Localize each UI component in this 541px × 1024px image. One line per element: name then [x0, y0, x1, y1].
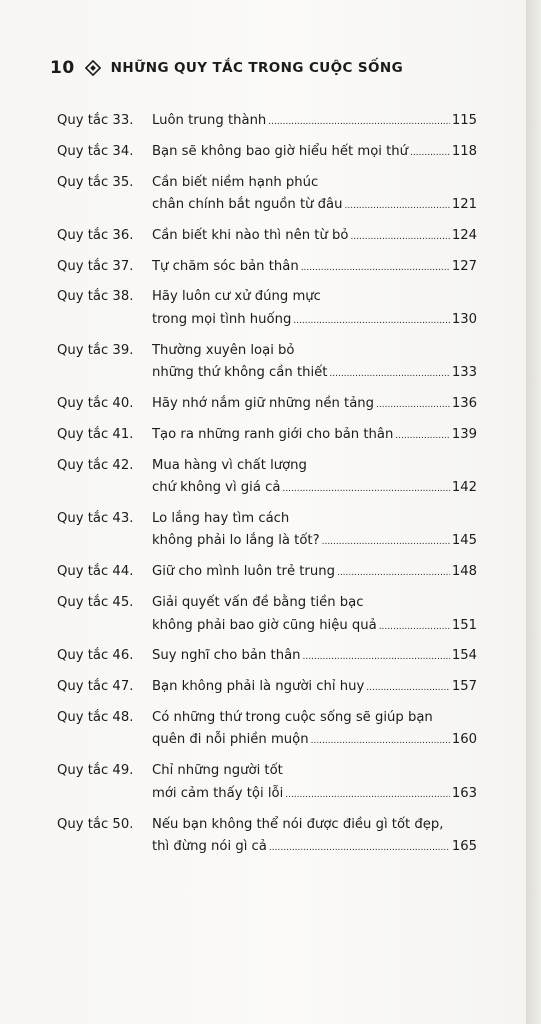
- rule-title: [152, 508, 477, 554]
- rule-title-text: Suy nghĩ cho bản thân: [152, 648, 301, 664]
- dot-leader: [303, 645, 450, 669]
- dot-leader: [410, 141, 450, 165]
- rule-title-line: [152, 729, 477, 753]
- rule-title-line: [152, 340, 477, 363]
- dot-leader: [344, 194, 449, 218]
- table-of-contents: [57, 110, 477, 867]
- toc-entry: [57, 561, 477, 585]
- rule-title: [152, 645, 477, 669]
- rule-number: Quy tắc 38.: [57, 289, 134, 305]
- dot-leader: [268, 110, 450, 134]
- dot-leader: [379, 615, 450, 639]
- rule-title-text: không phải lo lắng là tốt?: [152, 533, 320, 549]
- rule-title: [152, 256, 477, 280]
- toc-entry: [57, 393, 477, 417]
- toc-entry: [57, 286, 477, 332]
- rule-title-text: Bạn sẽ không bao giờ hiểu hết mọi thứ: [152, 143, 409, 159]
- page-reference: 157: [451, 679, 477, 695]
- toc-entry: [57, 340, 477, 386]
- page-reference: 142: [451, 480, 477, 496]
- rule-title: [152, 340, 477, 386]
- rule-number: Quy tắc 42.: [57, 457, 134, 473]
- toc-entry: [57, 110, 477, 134]
- rule-title: [152, 424, 477, 448]
- rule-title-line: [152, 477, 477, 501]
- rule-title: [152, 172, 477, 218]
- page-reference: 133: [451, 365, 477, 381]
- rule-title-text: trong mọi tình huống: [152, 311, 292, 327]
- rule-title-text: Chỉ những người tốt: [152, 763, 283, 779]
- rule-title-text: chứ không vì giá cả: [152, 480, 281, 496]
- toc-entry: [57, 676, 477, 700]
- rule-title-text: Cần biết niềm hạnh phúc: [152, 174, 319, 190]
- rule-title-line: [152, 707, 477, 730]
- rule-title-text: Luôn trung thành: [152, 113, 267, 128]
- rule-title-line: [152, 424, 477, 448]
- page-reference: 139: [451, 426, 477, 442]
- rule-number: Quy tắc 37.: [57, 258, 134, 274]
- rule-title-line: [152, 561, 477, 585]
- rule-title: [152, 286, 477, 332]
- toc-entry: [57, 508, 477, 554]
- rule-title: [152, 760, 477, 806]
- dot-leader: [366, 676, 450, 700]
- rule-number: Quy tắc 40.: [57, 396, 134, 412]
- page-reference: 130: [451, 311, 477, 327]
- rule-title: [152, 110, 477, 134]
- rule-title-text: Lo lắng hay tìm cách: [152, 510, 290, 526]
- toc-entry: [57, 760, 477, 806]
- dot-leader: [301, 256, 450, 280]
- toc-entry: [57, 424, 477, 448]
- rule-number: Quy tắc 39.: [57, 342, 134, 358]
- rule-title-text: mới cảm thấy tội lỗi: [152, 785, 284, 801]
- rule-title-text: không phải bao giờ cũng hiệu quả: [152, 617, 377, 633]
- rule-title-line: [152, 814, 477, 837]
- rule-title: [152, 676, 477, 700]
- rule-number: Quy tắc 45.: [57, 595, 134, 611]
- rule-title-line: [152, 110, 477, 134]
- page-header: [50, 58, 403, 78]
- page-reference: 121: [451, 197, 477, 213]
- rule-title-text: thì đừng nói gì cả: [152, 839, 267, 855]
- toc-entry: [57, 172, 477, 218]
- rule-number: Quy tắc 47.: [57, 679, 134, 695]
- rule-title-line: [152, 362, 477, 386]
- running-title: NHỮNG QUY TẮC TRONG CUỘC SỐNG: [110, 60, 404, 76]
- rule-number: Quy tắc 50.: [57, 816, 134, 832]
- rule-title-text: Thường xuyên loại bỏ: [152, 342, 295, 358]
- page-reference: 160: [451, 732, 477, 748]
- rule-title: [152, 225, 477, 249]
- rule-number: Quy tắc 46.: [57, 648, 134, 664]
- rule-title: [152, 592, 477, 638]
- dot-leader: [337, 561, 450, 585]
- rule-title-line: [152, 141, 477, 165]
- rule-title-text: Cần biết khi nào thì nên từ bỏ: [152, 227, 349, 243]
- rule-number: Quy tắc 33.: [57, 113, 134, 128]
- rule-title-line: [152, 256, 477, 280]
- page-reference: 163: [451, 785, 477, 801]
- page-reference: 136: [451, 396, 477, 412]
- dot-leader: [329, 362, 449, 386]
- rule-title-line: [152, 393, 477, 417]
- rule-title-text: Bạn không phải là người chỉ huy: [152, 679, 365, 695]
- page-reference: 115: [451, 113, 477, 128]
- page-edge: [526, 0, 541, 1024]
- dot-leader: [269, 836, 450, 860]
- rule-number: Quy tắc 43.: [57, 510, 134, 526]
- rule-title-line: [152, 225, 477, 249]
- dot-leader: [395, 424, 450, 448]
- rule-title-text: Nếu bạn không thể nói được điều gì tốt đẹp,: [152, 816, 444, 832]
- rule-title-text: những thứ không cần thiết: [152, 365, 328, 381]
- rule-title-line: [152, 172, 477, 195]
- rule-title-text: Giữ cho mình luôn trẻ trung: [152, 564, 335, 580]
- rule-title-text: Tạo ra những ranh giới cho bản thân: [152, 426, 394, 442]
- rule-title-text: chân chính bắt nguồn từ đâu: [152, 197, 343, 213]
- rule-title-line: [152, 592, 477, 615]
- dot-leader: [322, 530, 450, 554]
- toc-entry: [57, 645, 477, 669]
- dot-leader: [293, 309, 450, 333]
- rule-title-line: [152, 508, 477, 531]
- rule-title-line: [152, 194, 477, 218]
- rule-number: Quy tắc 44.: [57, 564, 134, 580]
- rule-title-text: Có những thứ trong cuộc sống sẽ giúp bạn: [152, 709, 433, 725]
- dot-leader: [311, 729, 450, 753]
- rule-number: Quy tắc 49.: [57, 763, 134, 779]
- rule-title-line: [152, 645, 477, 669]
- dot-leader: [376, 393, 450, 417]
- dot-leader: [282, 477, 449, 501]
- page-number: 10: [50, 58, 75, 78]
- rule-title-text: Hãy luôn cư xử đúng mực: [152, 289, 321, 305]
- rule-title-line: [152, 530, 477, 554]
- rule-number: Quy tắc 34.: [57, 143, 134, 159]
- rule-title: [152, 455, 477, 501]
- rule-title: [152, 141, 477, 165]
- rule-number: Quy tắc 35.: [57, 174, 134, 190]
- page-reference: 118: [451, 143, 477, 159]
- rule-title-line: [152, 676, 477, 700]
- rule-title-line: [152, 309, 477, 333]
- page-reference: 127: [451, 258, 477, 274]
- dot-leader: [350, 225, 449, 249]
- toc-entry: [57, 225, 477, 249]
- rule-title-line: [152, 615, 477, 639]
- rule-number: Quy tắc 48.: [57, 709, 134, 725]
- rule-title-line: [152, 455, 477, 478]
- toc-entry: [57, 141, 477, 165]
- rule-title-text: Mua hàng vì chất lượng: [152, 457, 307, 473]
- rule-title-line: [152, 286, 477, 309]
- page-reference: 151: [451, 617, 477, 633]
- rule-title: [152, 814, 477, 860]
- rule-title-text: Giải quyết vấn đề bằng tiền bạc: [152, 595, 364, 611]
- rule-title-text: Tự chăm sóc bản thân: [152, 258, 299, 274]
- rule-title-text: quên đi nỗi phiền muộn: [152, 732, 309, 748]
- rule-title: [152, 393, 477, 417]
- rule-title: [152, 707, 477, 753]
- toc-entry: [57, 814, 477, 860]
- rule-title-line: [152, 783, 477, 807]
- rule-title: [152, 561, 477, 585]
- toc-entry: [57, 256, 477, 280]
- page-reference: 154: [451, 648, 477, 664]
- diamond-ornament-icon: [85, 60, 101, 76]
- page-reference: 124: [451, 227, 477, 243]
- rule-title-line: [152, 836, 477, 860]
- rule-title-line: [152, 760, 477, 783]
- rule-title-text: Hãy nhớ nắm giữ những nền tảng: [152, 396, 375, 412]
- toc-entry: [57, 455, 477, 501]
- toc-entry: [57, 592, 477, 638]
- toc-entry: [57, 707, 477, 753]
- rule-number: Quy tắc 36.: [57, 227, 134, 243]
- page-reference: 165: [451, 839, 477, 855]
- page-reference: 145: [451, 533, 477, 549]
- rule-number: Quy tắc 41.: [57, 426, 134, 442]
- dot-leader: [285, 783, 450, 807]
- page-reference: 148: [451, 564, 477, 580]
